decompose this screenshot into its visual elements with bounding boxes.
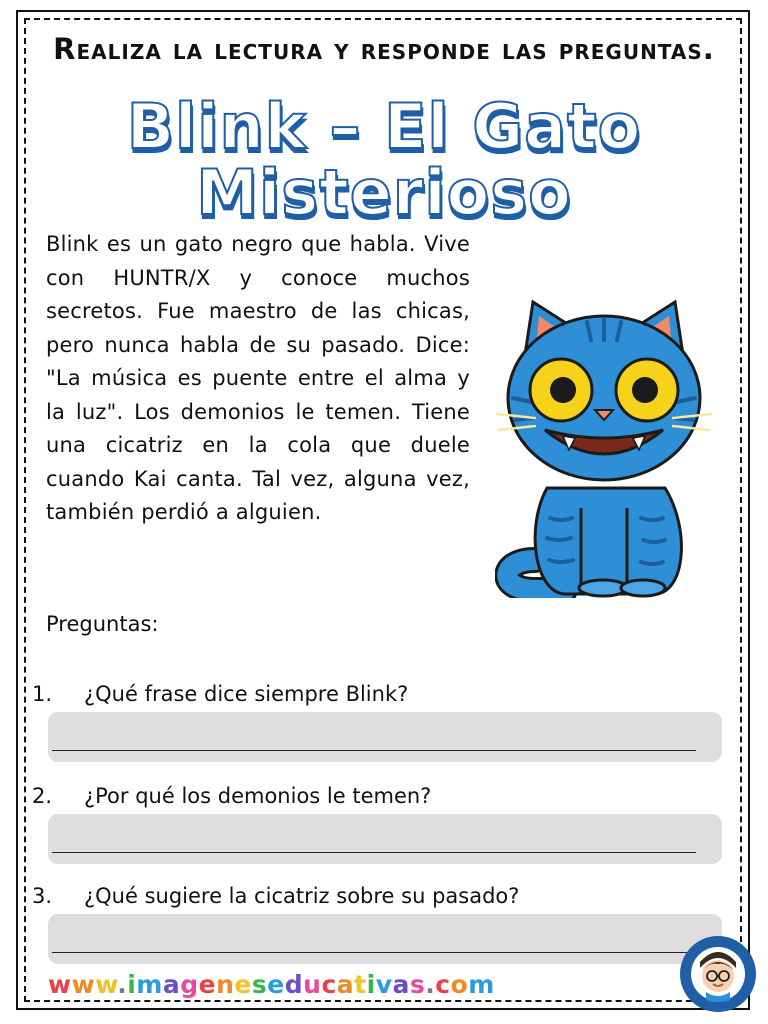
reading-passage: Blink es un gato negro que habla. Vive con HUNTR/X y conoce muchos secretos. Fue maestro de las chicas, pero nunca habla de su pasado. Dice: "La música es puente entre el alma y la luz". Los demonios le temen. Tiene una cicatriz en la cola que duele cuando Kai canta. Tal vez, alguna vez, también perdió a alguien. [46,232,470,524]
footer-url-letter: e [267,970,285,999]
instruction-heading: Realiza la lectura y responde las preguntas. [53,32,715,66]
footer-url-letter: m [136,970,163,999]
question-1 [32,682,732,706]
question-2 [32,784,732,808]
footer-url-letter: s [251,970,268,999]
question-number: 2. [32,784,53,808]
questions-label: Preguntas: [46,612,159,636]
answer-field-1[interactable] [48,712,722,762]
answer-line [52,952,696,953]
question-number: 1. [32,682,53,706]
footer-url-letter: . [425,970,436,999]
footer-website-url[interactable] [48,970,495,999]
footer-url-letter: m [468,970,495,999]
footer-url-letter: i [366,970,376,999]
site-logo-icon [678,934,758,1014]
answer-line [52,852,696,853]
story-title [0,90,768,229]
footer-url-letter: c [435,970,451,999]
footer-url-letter: w [71,970,96,999]
footer-url-letter: . [117,970,128,999]
footer-url-letter: e [198,970,217,999]
answer-field-3[interactable] [48,914,722,964]
story-title-line-2: Misterioso [196,156,572,229]
footer-url-letter: v [375,970,393,999]
footer-url-letter: e [234,970,252,999]
question-3 [32,884,732,908]
footer-url-letter: w [48,970,72,999]
footer-url-letter: g [180,970,199,999]
footer-url-letter: a [162,970,181,999]
footer-url-letter: u [303,970,322,999]
footer-url-letter: w [95,970,118,999]
footer-url-letter: s [409,970,426,999]
footer-url-letter: a [392,970,410,999]
footer-url-letter: n [216,970,235,999]
footer-url-letter: i [127,970,137,999]
answer-line [52,750,696,751]
question-number: 3. [32,884,53,908]
answer-field-2[interactable] [48,814,722,864]
cat-illustration-icon [495,298,713,598]
footer-url-letter: d [284,970,304,999]
footer-url-letter: t [354,970,367,999]
question-text: ¿Qué frase dice siempre Blink? [84,682,409,706]
story-title-line-1: Blink – El Gato [126,90,642,163]
question-text: ¿Qué sugiere la cicatriz sobre su pasado? [84,884,520,908]
footer-url-letter: a [336,970,355,999]
footer-url-letter: o [450,970,469,999]
footer-url-letter: c [321,970,337,999]
question-text: ¿Por qué los demonios le temen? [84,784,432,808]
